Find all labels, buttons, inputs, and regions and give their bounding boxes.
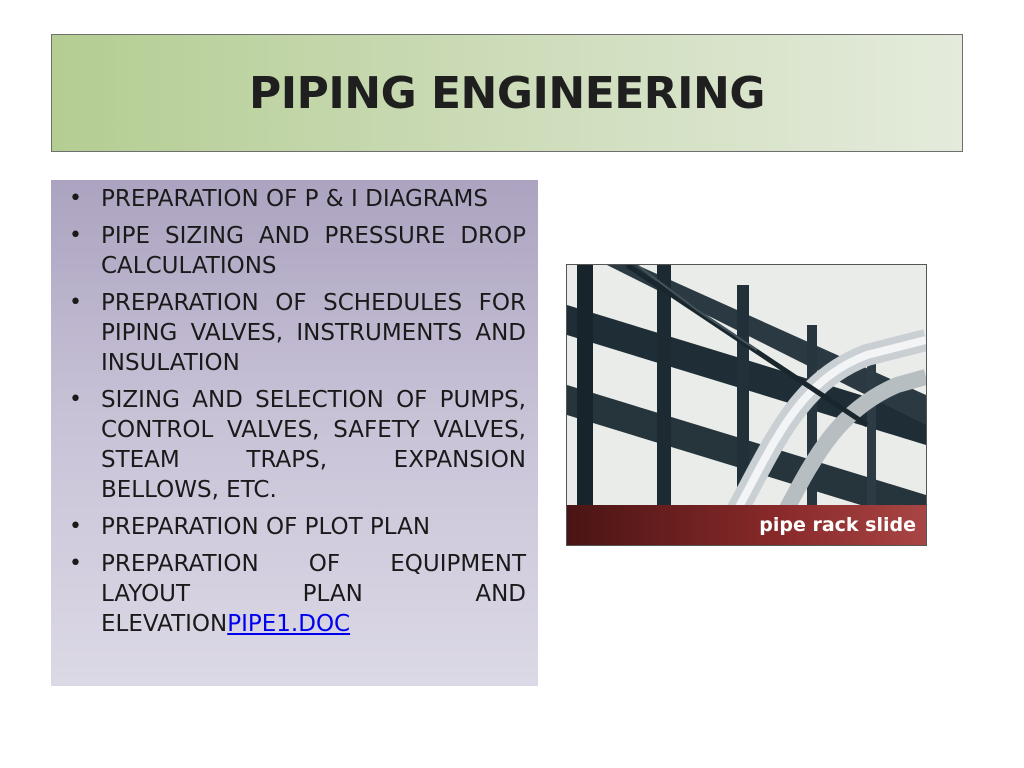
bullet-text: PREPARATION OF PLOT PLAN (101, 514, 431, 540)
bullet-panel (51, 180, 538, 686)
bullet-text: PREPARATION OF EQUIPMENT LAYOUT PLAN AND ELEVATION (101, 551, 526, 637)
bullet-icon: • (69, 223, 82, 248)
bullet-text: PIPE SIZING AND PRESSURE DROP CALCULATIONS (101, 223, 526, 279)
bullet-text: PREPARATION OF SCHEDULES FOR PIPING VALVES, INSTRUMENTS AND INSULATION (101, 290, 526, 376)
pipe-rack-photo (566, 264, 927, 546)
bullet-icon: • (69, 290, 82, 315)
bullet-item (61, 184, 526, 214)
bullet-item (61, 549, 526, 639)
bullet-icon: • (69, 387, 82, 412)
bullet-icon: • (69, 551, 82, 576)
bullet-item (61, 288, 526, 378)
pipe-rack-illustration (567, 265, 926, 545)
photo-caption-band (567, 505, 926, 545)
bullet-text: SIZING AND SELECTION OF PUMPS, CONTROL VALVES, SAFETY VALVES, STEAM TRAPS, EXPANSION BELLOWS, ETC. (101, 387, 526, 503)
bullet-icon: • (69, 514, 82, 539)
bullet-icon: • (69, 186, 82, 211)
bullet-text: PREPARATION OF P & I DIAGRAMS (101, 186, 489, 212)
bullet-item (61, 385, 526, 505)
title-box (51, 34, 963, 152)
slide-title: PIPING ENGINEERING (249, 67, 765, 119)
bullet-item (61, 512, 526, 542)
pipe1-doc-link[interactable]: PIPE1.DOC (227, 611, 351, 637)
bullet-list (61, 184, 526, 639)
photo-caption: pipe rack slide (759, 514, 916, 536)
bullet-item (61, 221, 526, 281)
